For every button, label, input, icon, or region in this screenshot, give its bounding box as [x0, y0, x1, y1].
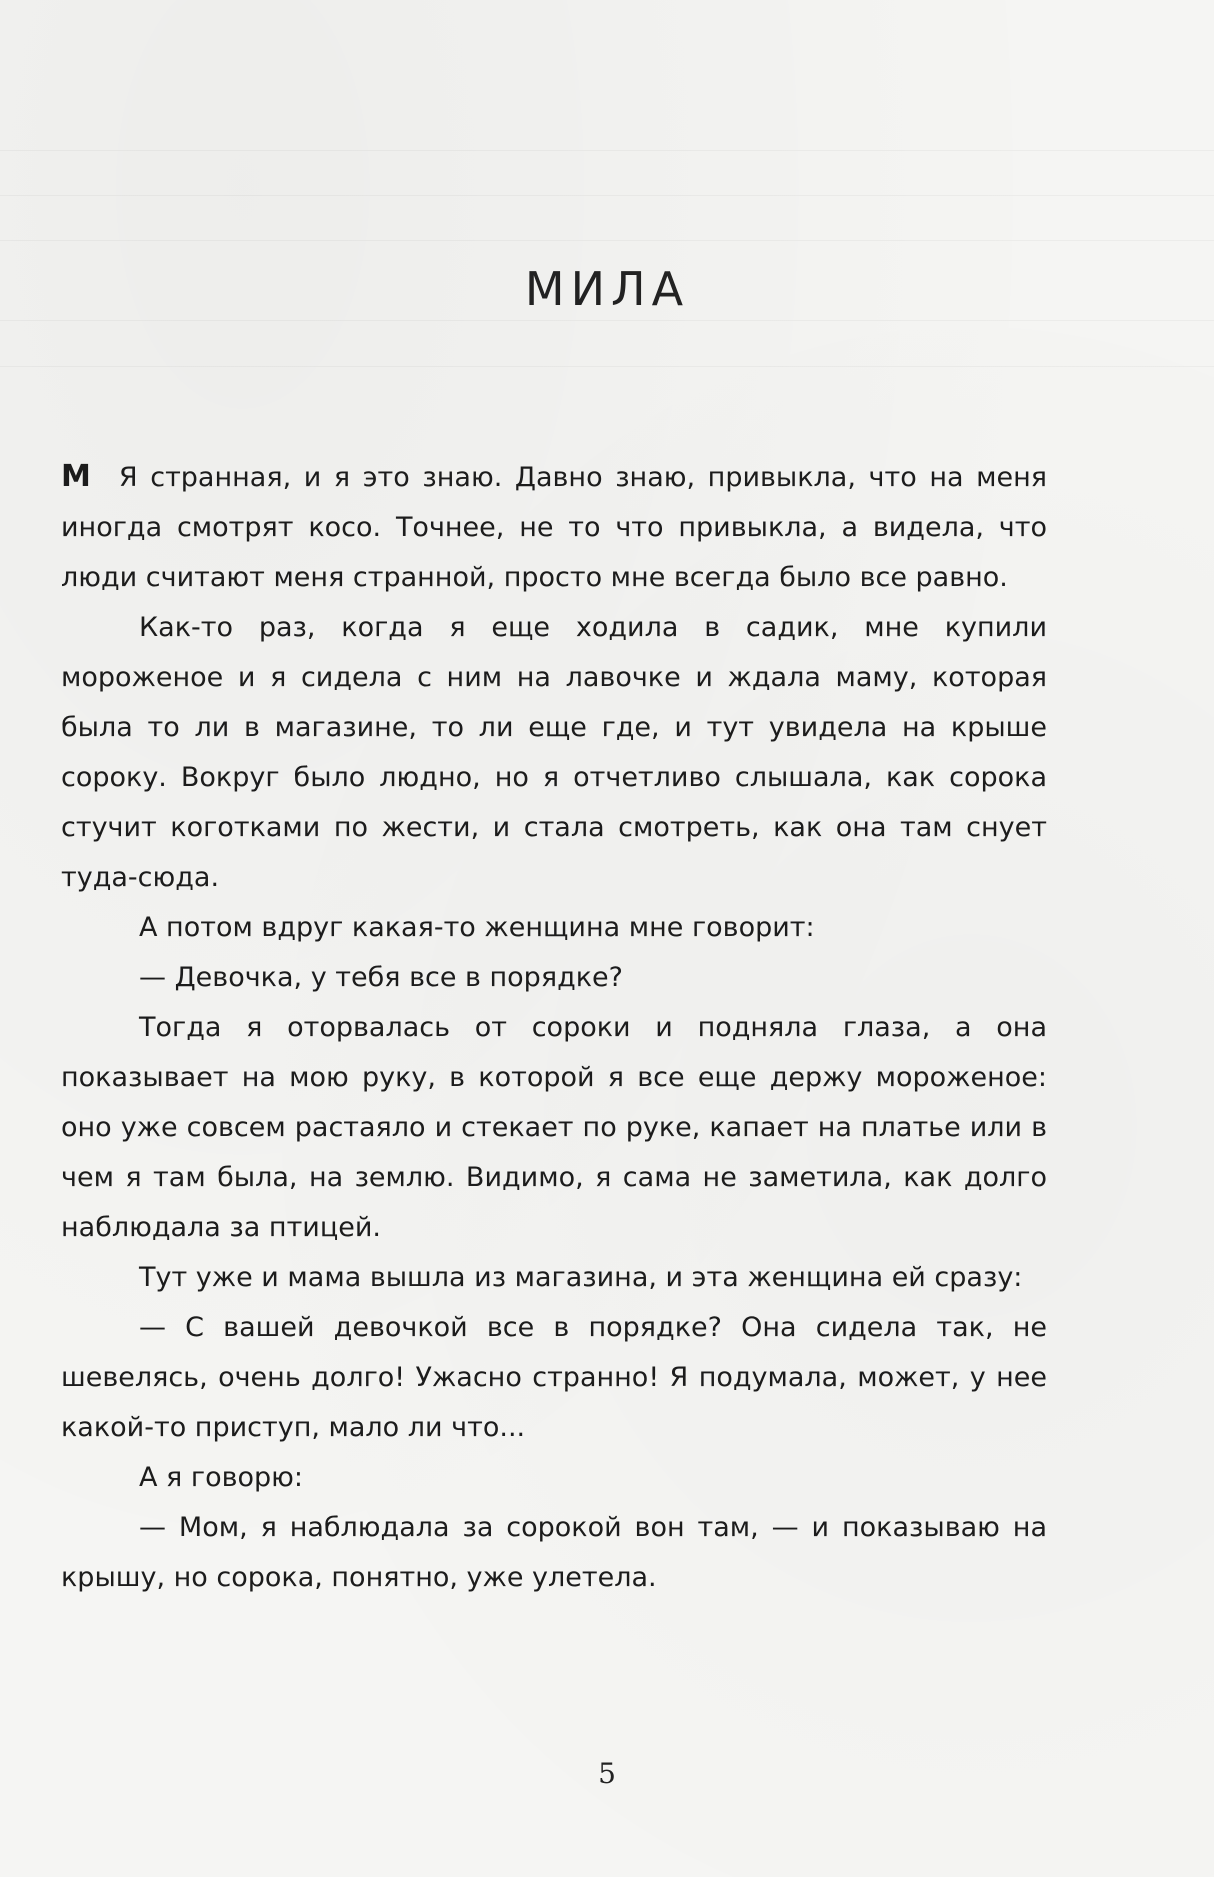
bleed-through-line [0, 240, 1214, 241]
paragraph-5: Тогда я оторвалась от сороки и подняла глаза, а она показывает на мою руку, в которой я все еще держу мороженое: оно уже совсем растаяло и стекает по руке, капает на платье или в чем я там была, на землю. Видимо, я сама не заметила, как долго наблюдала за птицей. [61, 1012, 1047, 1243]
bleed-through-line [0, 195, 1214, 196]
body-text [61, 452, 1047, 1603]
bleed-through-line [0, 320, 1214, 321]
paragraph-6: Тут уже и мама вышла из магазина, и эта женщина ей сразу: [139, 1262, 1023, 1293]
dialogue-line-3: — Мом, я наблюдала за сорокой вон там, — и показываю на крышу, но сорока, понятно, уже улетела. [61, 1512, 1047, 1593]
paragraph-2: Как-то раз, когда я еще ходила в садик, мне купили мороженое и я сидела с ним на лавочке и ждала маму, которая была то ли в магазине, то ли еще где, и тут увидела на крыше сороку. Вокруг было людно, но я отчетливо слышала, как сорока стучит коготками по жести, и стала смотреть, как она там снует туда-сюда. [61, 612, 1047, 893]
dialogue-line-1: — Девочка, у тебя все в порядке? [139, 962, 623, 993]
paragraph-8: А я говорю: [139, 1462, 303, 1493]
paragraph-3: А потом вдруг какая-то женщина мне говорит: [139, 912, 815, 943]
chapter-title: МИЛА [524, 262, 690, 316]
page-number: 5 [598, 1757, 616, 1790]
paragraph-1 [61, 452, 1047, 603]
paragraph-text: Я странная, и я это знаю. Давно знаю, привыкла, что на меня иногда смотрят косо. Точнее, не то что привыкла, а видела, что люди считают меня странной, просто мне всегда было все равно. [61, 462, 1047, 593]
dialogue-line-2: — С вашей девочкой все в порядке? Она сидела так, не шевелясь, очень долго! Ужасно странно! Я подумала, может, у нее какой-то приступ, мало ли что... [61, 1312, 1047, 1443]
bleed-through-line [0, 366, 1214, 367]
chapter-initial: М [61, 459, 91, 494]
bleed-through-line [0, 150, 1214, 151]
